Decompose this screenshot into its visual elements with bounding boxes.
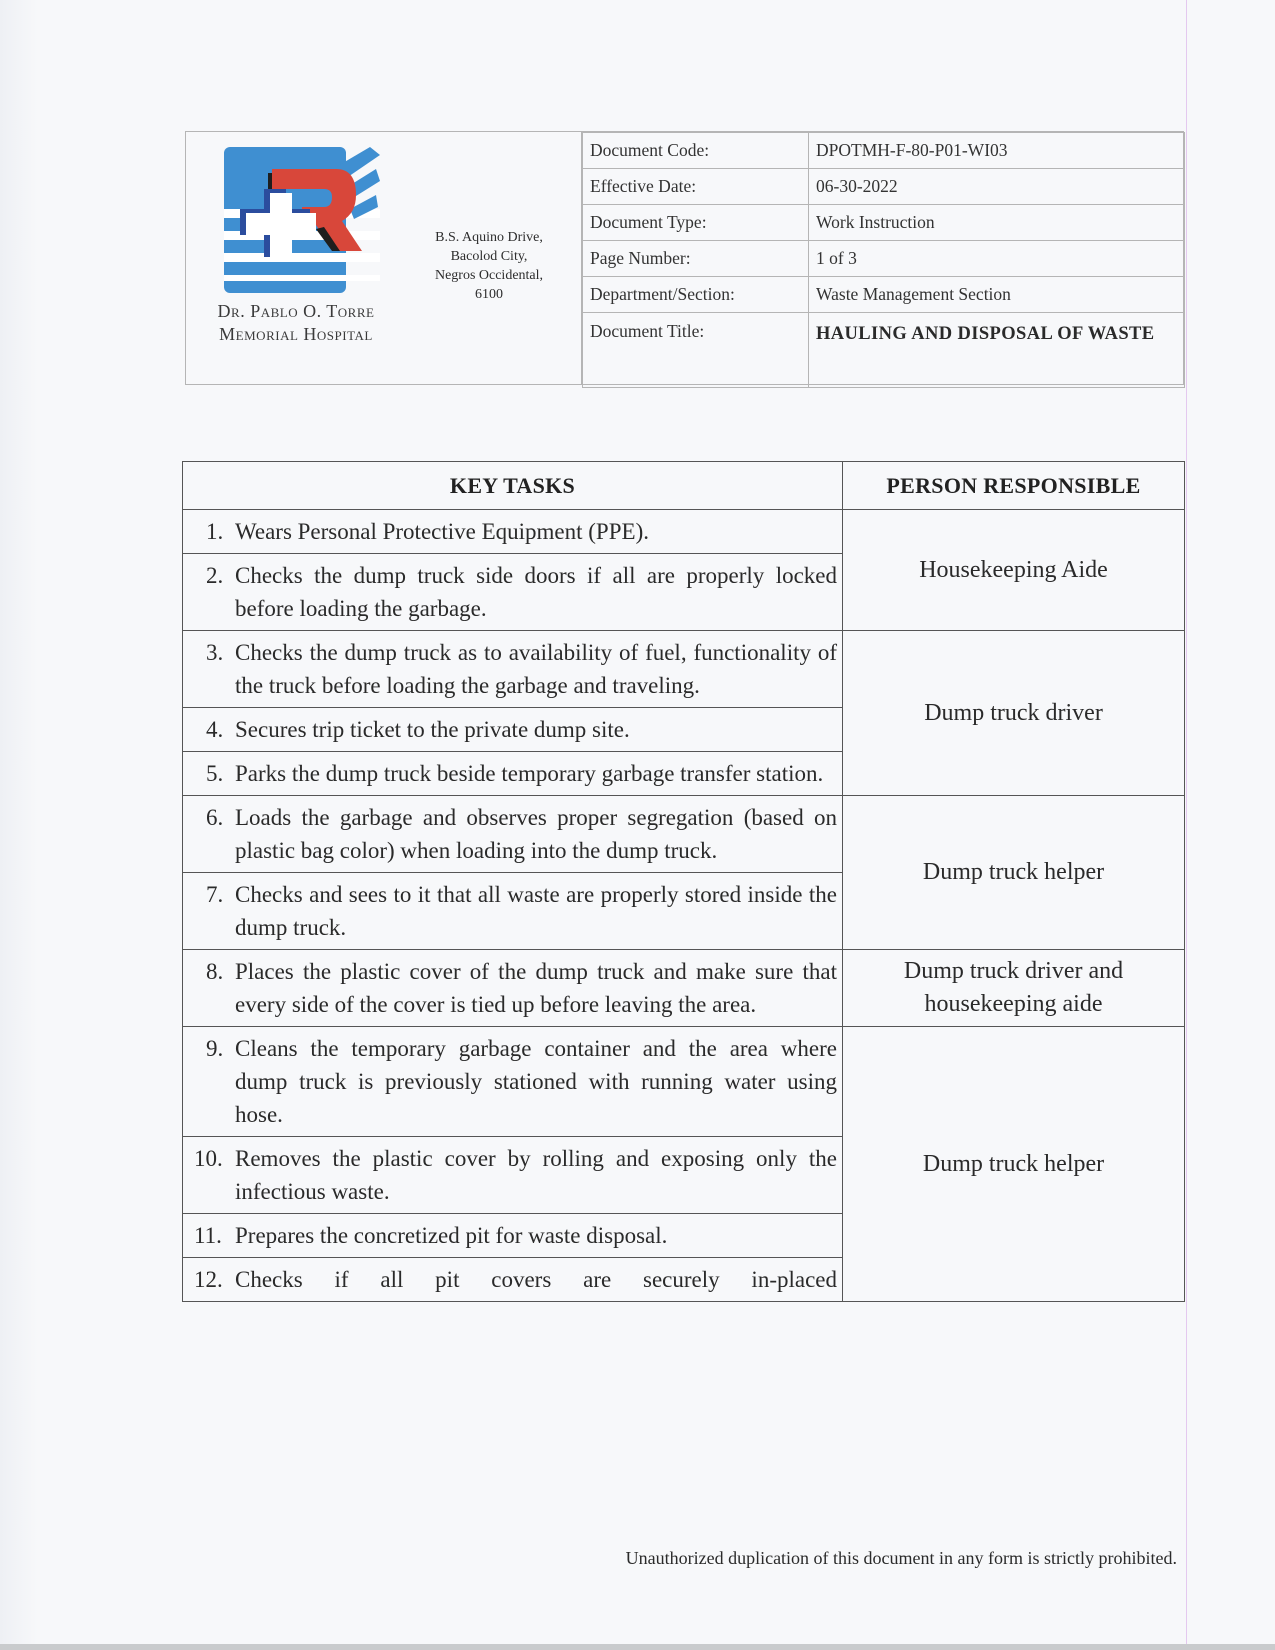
task-cell <box>183 1137 843 1214</box>
task-cell <box>183 1258 843 1302</box>
table-row <box>183 631 1185 708</box>
meta-value: DPOTMH-F-80-P01-WI03 <box>809 133 1185 169</box>
table-row <box>183 950 1185 1027</box>
meta-row-title <box>583 313 1185 388</box>
meta-label: Page Number: <box>583 241 809 277</box>
task-number: 10. <box>194 1146 223 1171</box>
task-cell <box>183 708 843 752</box>
task-number: 1. <box>206 519 224 544</box>
task-text: Checks if all pit covers are securely in-placed <box>235 1267 837 1292</box>
task-text: Wears Personal Protective Equipment (PPE). <box>235 519 649 544</box>
document-title: HAULING AND DISPOSAL OF WASTE <box>809 313 1185 388</box>
task-cell <box>183 510 843 554</box>
task-cell <box>183 554 843 631</box>
hospital-logo-icon <box>224 147 380 299</box>
task-cell <box>183 752 843 796</box>
task-text: Checks and sees to it that all waste are properly stored inside the dump truck. <box>235 882 837 940</box>
person-cell: Dump truck helper <box>843 796 1185 950</box>
task-number: 11. <box>194 1223 222 1248</box>
meta-row-page <box>583 241 1185 277</box>
meta-label: Department/Section: <box>583 277 809 313</box>
header-person-responsible: PERSON RESPONSIBLE <box>843 462 1185 510</box>
task-number: 4. <box>206 717 224 742</box>
meta-label: Document Code: <box>583 133 809 169</box>
meta-row-type <box>583 205 1185 241</box>
meta-label: Document Type: <box>583 205 809 241</box>
address-line: Negros Occidental, <box>434 268 544 283</box>
meta-value: 06-30-2022 <box>809 169 1185 205</box>
task-text: Secures trip ticket to the private dump site. <box>235 717 630 742</box>
task-cell <box>183 873 843 950</box>
page-edge-left <box>0 0 38 1650</box>
person-cell: Dump truck driver <box>843 631 1185 796</box>
address-line: B.S. Aquino Drive, <box>435 230 543 245</box>
logo-area <box>186 132 582 384</box>
person-cell: Dump truck helper <box>843 1027 1185 1302</box>
task-number: 7. <box>206 882 224 907</box>
task-text: Removes the plastic cover by rolling and exposing only the infectious waste. <box>235 1146 837 1204</box>
task-number: 9. <box>206 1036 224 1061</box>
task-number: 6. <box>206 805 224 830</box>
page-edge-right <box>1186 0 1187 1645</box>
duplication-notice: Unauthorized duplication of this document in any form is strictly prohibited. <box>625 1548 1177 1568</box>
meta-row-code <box>583 133 1185 169</box>
task-number: 3. <box>206 640 224 665</box>
task-text: Loads the garbage and observes proper segregation (based on plastic bag color) when loading into the dump truck. <box>235 805 837 863</box>
task-cell <box>183 796 843 873</box>
table-header-row <box>183 462 1185 510</box>
meta-value: Waste Management Section <box>809 277 1185 313</box>
person-cell: Dump truck driver and housekeeping aide <box>843 950 1185 1027</box>
task-text: Checks the dump truck as to availability of fuel, functionality of the truck before loading the garbage and traveling. <box>235 640 837 698</box>
header-key-tasks: KEY TASKS <box>183 462 843 510</box>
document-header <box>185 131 1184 385</box>
task-text: Parks the dump truck beside temporary garbage transfer station. <box>235 761 824 786</box>
document-meta-table <box>582 132 1185 388</box>
address-line: Bacolod City, <box>450 249 528 264</box>
task-number: 12. <box>194 1267 223 1292</box>
task-number: 2. <box>206 563 224 588</box>
task-number: 5. <box>206 761 224 786</box>
task-text: Places the plastic cover of the dump truck and make sure that every side of the cover is tied up before leaving the area. <box>235 959 837 1017</box>
meta-row-date <box>583 169 1185 205</box>
meta-value: 1 of 3 <box>809 241 1185 277</box>
task-text: Prepares the concretized pit for waste disposal. <box>235 1223 668 1248</box>
meta-label: Document Title: <box>583 313 809 388</box>
hospital-name-line1: Dr. Pablo O. Torre <box>217 301 375 321</box>
task-text: Checks the dump truck side doors if all are properly locked before loading the garbage. <box>235 563 837 621</box>
meta-value: Work Instruction <box>809 205 1185 241</box>
meta-row-department <box>583 277 1185 313</box>
task-cell <box>183 631 843 708</box>
key-tasks-table <box>182 461 1185 1302</box>
table-row <box>183 796 1185 873</box>
hospital-name <box>191 300 401 346</box>
hospital-address <box>414 228 564 304</box>
task-cell <box>183 1214 843 1258</box>
task-cell <box>183 950 843 1027</box>
meta-label: Effective Date: <box>583 169 809 205</box>
task-cell <box>183 1027 843 1137</box>
task-text: Cleans the temporary garbage container and the area where dump truck is previously stationed with running water using hose. <box>235 1036 837 1127</box>
table-row <box>183 1027 1185 1137</box>
page-bottom-edge <box>0 1644 1275 1650</box>
task-number: 8. <box>206 959 224 984</box>
hospital-name-line2: Memorial Hospital <box>219 324 373 344</box>
table-row <box>183 510 1185 554</box>
person-cell: Housekeeping Aide <box>843 510 1185 631</box>
address-line: 6100 <box>475 287 503 302</box>
